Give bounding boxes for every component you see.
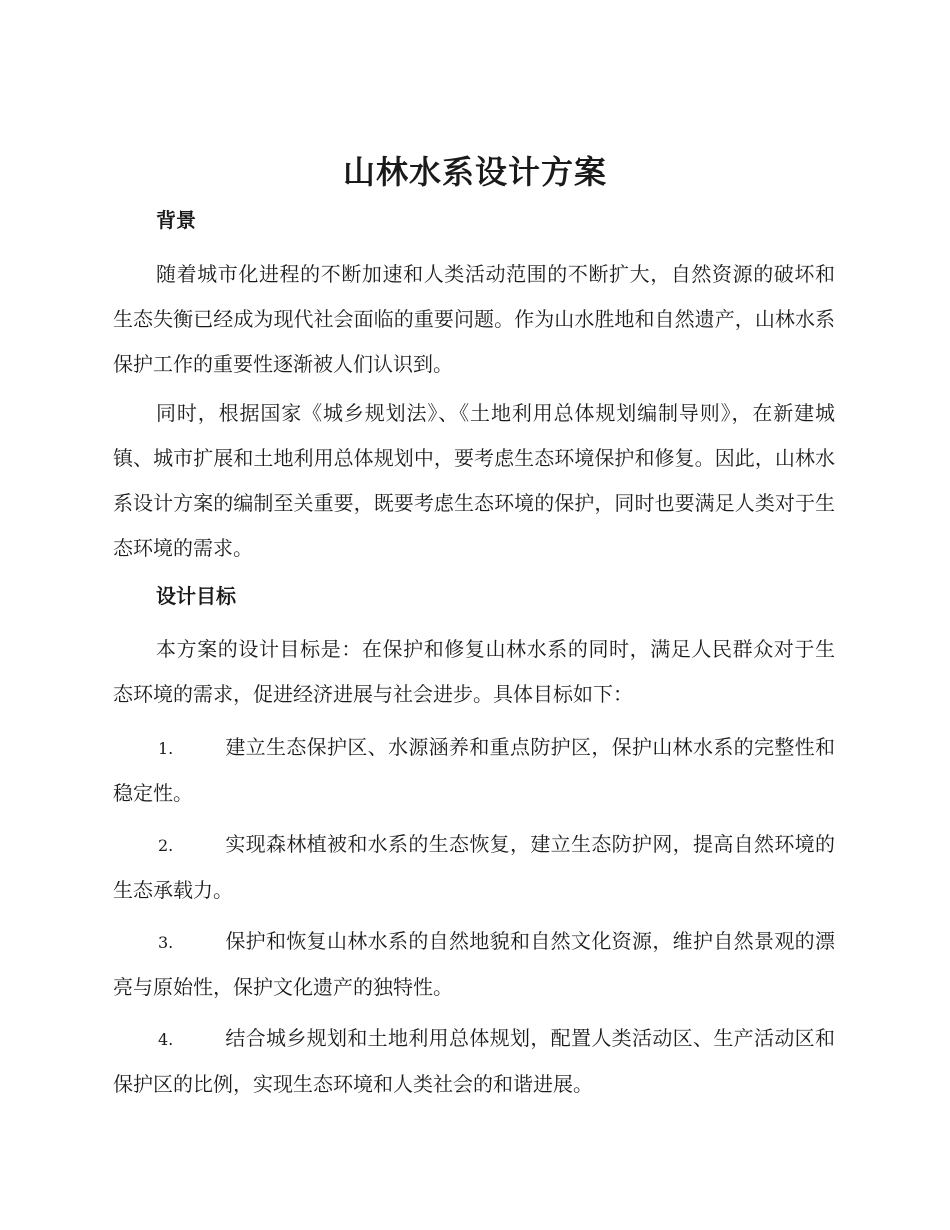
goal-list-item	[113, 725, 835, 816]
section-heading-goals: 设计目标	[156, 584, 236, 608]
list-number: 3.	[158, 933, 174, 952]
section-heading-background: 背景	[156, 208, 196, 232]
list-item-text: 实现森林植被和水系的生态恢复，建立生态防护网，提高自然环境的生态承载力。	[113, 832, 835, 902]
list-number: 1.	[158, 739, 174, 758]
list-item-text: 结合城乡规划和土地利用总体规划，配置人类活动区、生产活动区和保护区的比例，实现生态环境和人类社会的和谐进展。	[113, 1026, 835, 1096]
list-item-text: 保护和恢复山林水系的自然地貌和自然文化资源，维护自然景观的漂亮与原始性，保护文化遗产的独特性。	[113, 929, 835, 999]
background-paragraph-2: 同时，根据国家《城乡规划法》、《土地利用总体规划编制导则》，在新建城镇、城市扩展和土地利用总体规划中，要考虑生态环境保护和修复。因此，山林水系设计方案的编制至关重要，既要考虑生态环境的保护，同时也要满足人类对于生态环境的需求。	[113, 401, 835, 560]
background-paragraph-1: 随着城市化进程的不断加速和人类活动范围的不断扩大，自然资源的破坏和生态失衡已经成为现代社会面临的重要问题。作为山水胜地和自然遗产，山林水系保护工作的重要性逐渐被人们认识到。	[113, 262, 835, 376]
list-number: 2.	[158, 836, 174, 855]
goal-list-item	[113, 919, 835, 1010]
list-number: 4.	[158, 1030, 174, 1049]
goals-intro-paragraph: 本方案的设计目标是：在保护和修复山林水系的同时，满足人民群众对于生态环境的需求，促进经济进展与社会进步。具体目标如下：	[113, 637, 835, 706]
list-item-text: 建立生态保护区、水源涵养和重点防护区，保护山林水系的完整性和稳定性。	[113, 735, 835, 805]
goal-list-item	[113, 1016, 835, 1107]
goal-list-item	[113, 822, 835, 913]
document-title: 山林水系设计方案	[342, 153, 607, 191]
